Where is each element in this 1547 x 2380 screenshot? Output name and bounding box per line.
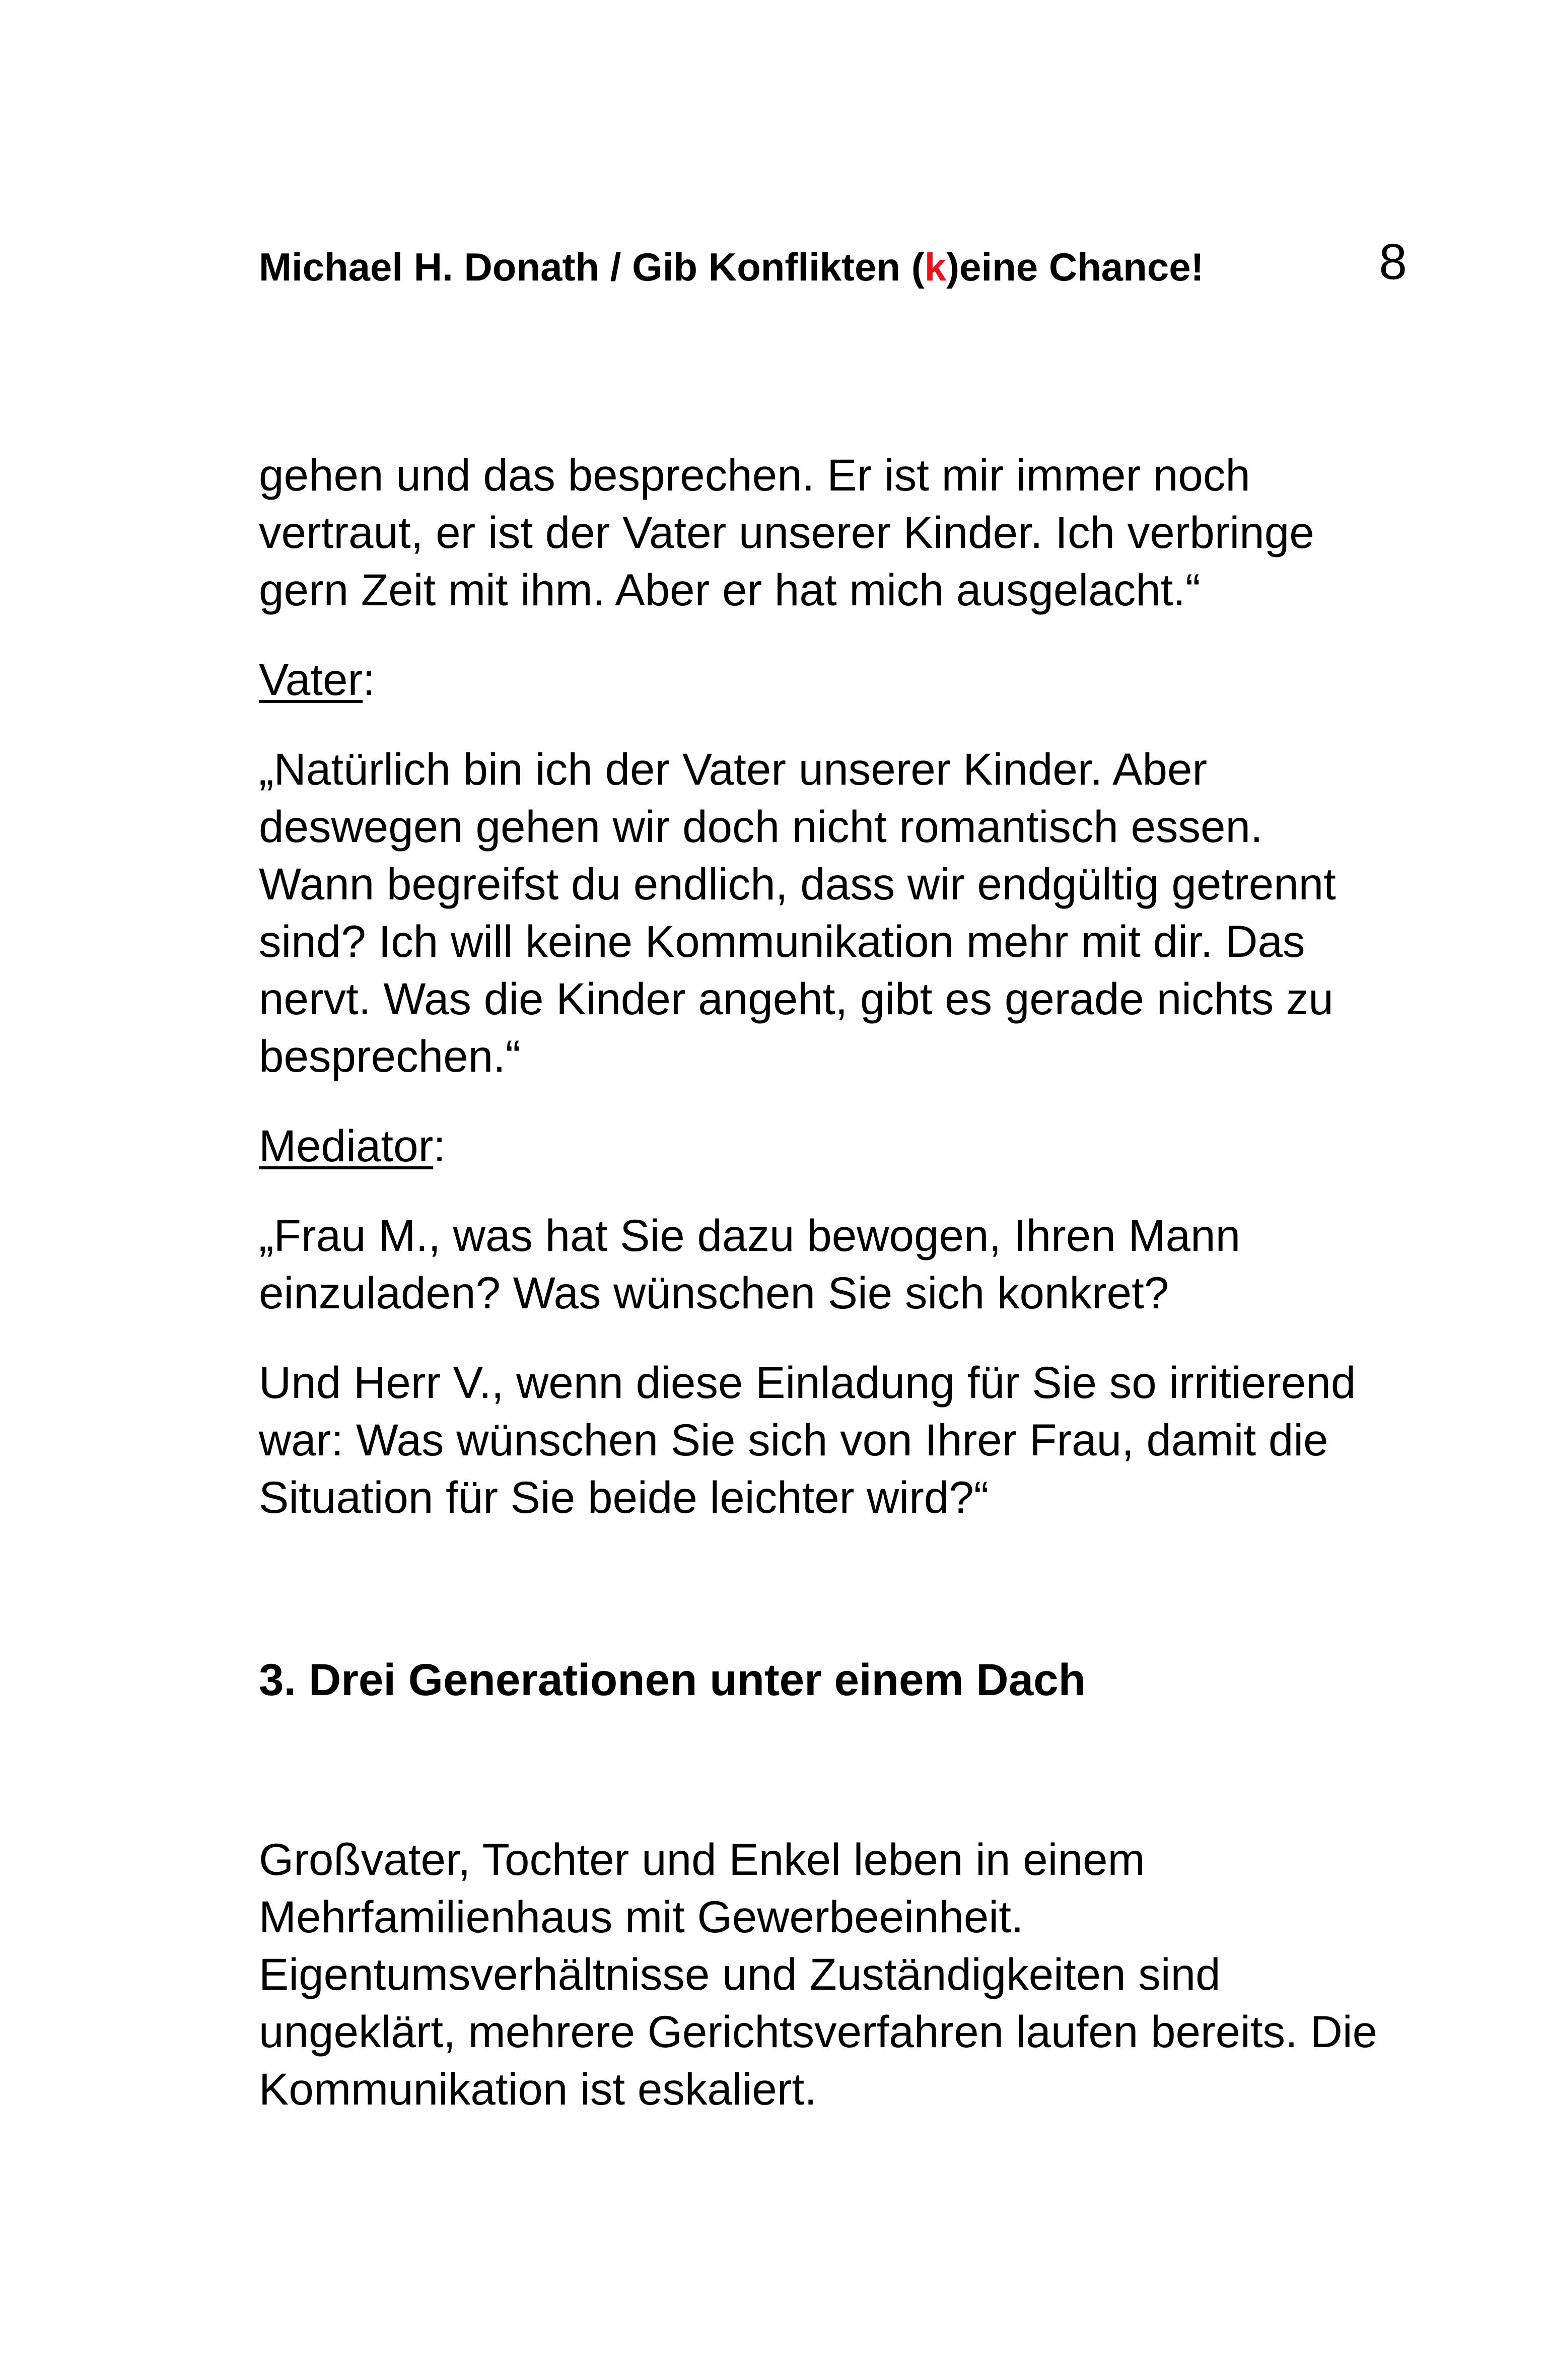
text-line: Situation für Sie beide leichter wird?“	[259, 1472, 989, 1522]
paragraph-mediator-question-2	[259, 1354, 1417, 1526]
book-title-post: )eine Chance!	[946, 245, 1204, 289]
text-line: deswegen gehen wir doch nicht romantisch essen.	[259, 801, 1263, 852]
text-line: gern Zeit mit ihm. Aber er hat mich ausgelacht.“	[259, 565, 1201, 615]
speaker-name: Mediator	[259, 1121, 434, 1171]
speaker-colon: :	[433, 1121, 446, 1171]
text-line: ungeklärt, mehrere Gerichtsverfahren laufen bereits. Die	[259, 2006, 1378, 2057]
main-text	[259, 446, 1417, 1558]
section-paragraph	[259, 1831, 1417, 2118]
book-title-accent-letter: k	[924, 245, 947, 289]
text-line: gehen und das besprechen. Er ist mir immer noch	[259, 450, 1250, 500]
text-line: einzuladen? Was wünschen Sie sich konkret?	[259, 1268, 1169, 1318]
page-number: 8	[1379, 234, 1407, 290]
running-header	[259, 234, 1412, 292]
speaker-colon: :	[363, 654, 375, 705]
book-title	[259, 242, 1204, 292]
text-line: besprechen.“	[259, 1031, 521, 1081]
text-line: sind? Ich will keine Kommunikation mehr mit dir. Das	[259, 916, 1305, 966]
text-line: Und Herr V., wenn diese Einladung für Sie so irritierend	[259, 1357, 1356, 1408]
paragraph-mediator-question-1	[259, 1207, 1417, 1321]
text-line: vertraut, er ist der Vater unserer Kinder. Ich verbringe	[259, 507, 1314, 557]
text-line: Eigentumsverhältnisse und Zuständigkeiten sind	[259, 1949, 1221, 1999]
text-line: Großvater, Tochter und Enkel leben in einem	[259, 1834, 1145, 1884]
text-line: Kommunikation ist eskaliert.	[259, 2064, 817, 2114]
speaker-name: Vater	[259, 654, 363, 705]
text-line: war: Was wünschen Sie sich von Ihrer Frau, damit die	[259, 1415, 1328, 1465]
speaker-label-vater	[259, 651, 1417, 708]
text-line: Wann begreifst du endlich, dass wir endgültig getrennt	[259, 859, 1336, 909]
paragraph-father-statement	[259, 740, 1417, 1085]
book-title-pre: Michael H. Donath / Gib Konflikten (	[259, 245, 925, 289]
paragraph-mother-statement	[259, 446, 1417, 618]
text-line: „Natürlich bin ich der Vater unserer Kinder. Aber	[259, 744, 1208, 794]
text-line: „Frau M., was hat Sie dazu bewogen, Ihren Mann	[259, 1210, 1241, 1261]
section-heading: 3. Drei Generationen unter einem Dach	[259, 1654, 1086, 1705]
text-line: nervt. Was die Kinder angeht, gibt es gerade nichts zu	[259, 973, 1333, 1024]
text-line: Mehrfamilienhaus mit Gewerbeeinheit.	[259, 1892, 1024, 1942]
speaker-label-mediator	[259, 1117, 1417, 1174]
